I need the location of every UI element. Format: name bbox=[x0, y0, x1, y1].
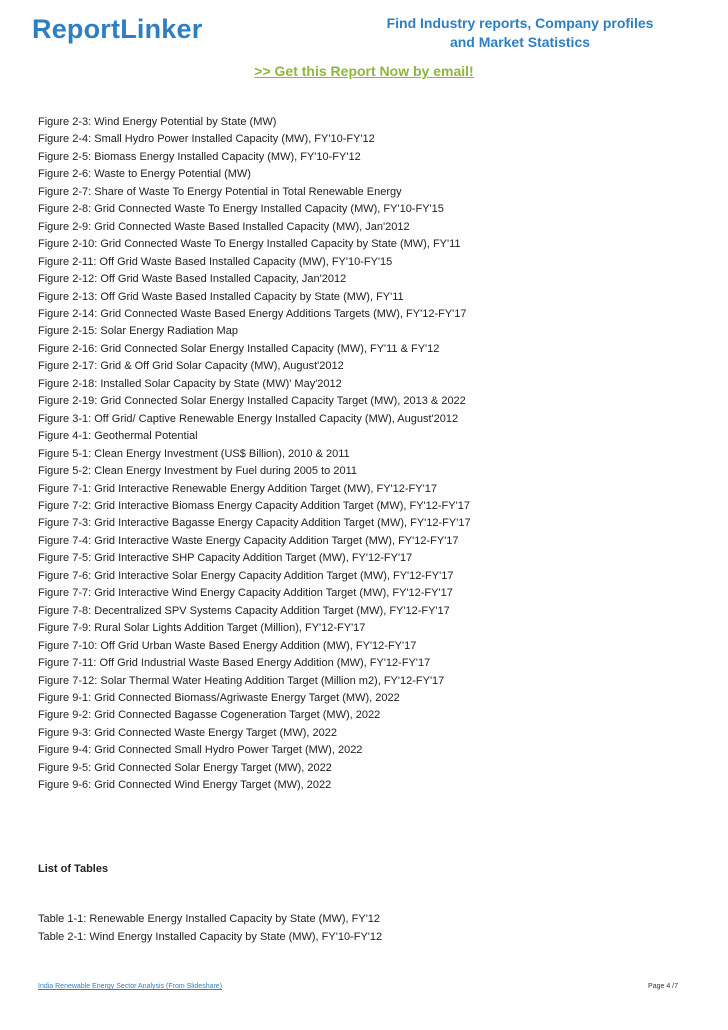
figure-list-item: Figure 2-4: Small Hydro Power Installed Capacity (MW), FY'10-FY'12 bbox=[38, 133, 375, 146]
tagline-line-2: and Market Statistics bbox=[449, 34, 591, 50]
figure-list-item: Figure 7-7: Grid Interactive Wind Energy Capacity Addition Target (MW), FY'12-FY'17 bbox=[38, 587, 453, 600]
figure-list-item: Figure 5-1: Clean Energy Investment (US$ Billion), 2010 & 2011 bbox=[38, 447, 350, 460]
figure-list-item: Figure 7-5: Grid Interactive SHP Capacity Addition Target (MW), FY'12-FY'17 bbox=[38, 552, 413, 565]
figure-list-item: Figure 9-5: Grid Connected Solar Energy Target (MW), 2022 bbox=[38, 761, 332, 774]
figure-list-item: Figure 2-8: Grid Connected Waste To Energy Installed Capacity (MW), FY'10-FY'15 bbox=[38, 203, 444, 216]
figure-list-item: Figure 7-3: Grid Interactive Bagasse Energy Capacity Addition Target (MW), FY'12-FY'17 bbox=[38, 517, 471, 530]
figure-list-item: Figure 2-7: Share of Waste To Energy Potential in Total Renewable Energy bbox=[38, 185, 402, 198]
list-of-tables-heading: List of Tables bbox=[38, 863, 109, 875]
figure-list-item: Figure 9-1: Grid Connected Biomass/Agriwaste Energy Target (MW), 2022 bbox=[38, 691, 400, 704]
figure-list-item: Figure 2-5: Biomass Energy Installed Capacity (MW), FY'10-FY'12 bbox=[38, 150, 361, 163]
figure-list-item: Figure 2-14: Grid Connected Waste Based Energy Additions Targets (MW), FY'12-FY'17 bbox=[38, 307, 467, 320]
figure-list-item: Figure 7-11: Off Grid Industrial Waste Based Energy Addition (MW), FY'12-FY'17 bbox=[38, 657, 431, 670]
figure-list-item: Figure 2-16: Grid Connected Solar Energy Installed Capacity (MW), FY'11 & FY'12 bbox=[38, 342, 440, 355]
figure-list-item: Figure 2-9: Grid Connected Waste Based Installed Capacity (MW), Jan'2012 bbox=[38, 220, 410, 233]
list-of-tables bbox=[38, 911, 382, 946]
figure-list-item: Figure 2-6: Waste to Energy Potential (MW) bbox=[38, 168, 251, 181]
table-list-item: Table 2-1: Wind Energy Installed Capacity by State (MW), FY'10-FY'12 bbox=[38, 930, 383, 943]
header-tagline bbox=[370, 14, 670, 52]
figure-list-item: Figure 4-1: Geothermal Potential bbox=[38, 430, 198, 443]
figure-list-item: Figure 2-15: Solar Energy Radiation Map bbox=[38, 325, 238, 338]
figure-list-item: Figure 7-6: Grid Interactive Solar Energy Capacity Addition Target (MW), FY'12-FY'17 bbox=[38, 569, 454, 582]
figure-list-item: Figure 2-17: Grid & Off Grid Solar Capacity (MW), August'2012 bbox=[38, 360, 344, 373]
figure-list-item: Figure 3-1: Off Grid/ Captive Renewable Energy Installed Capacity (MW), August'2012 bbox=[38, 412, 459, 425]
figure-list-item: Figure 2-18: Installed Solar Capacity by State (MW)' May'2012 bbox=[38, 377, 342, 390]
figure-list-item: Figure 2-3: Wind Energy Potential by State (MW) bbox=[38, 116, 277, 128]
figure-list-item: Figure 2-13: Off Grid Waste Based Installed Capacity by State (MW), FY'11 bbox=[38, 290, 404, 303]
figure-list-item: Figure 2-11: Off Grid Waste Based Installed Capacity (MW), FY'10-FY'15 bbox=[38, 255, 393, 268]
figure-list-item: Figure 7-12: Solar Thermal Water Heating Addition Target (Million m2), FY'12-FY'17 bbox=[38, 674, 445, 687]
figure-list-item: Figure 7-2: Grid Interactive Biomass Energy Capacity Addition Target (MW), FY'12-FY'17 bbox=[38, 499, 470, 512]
figure-list-item: Figure 7-9: Rural Solar Lights Addition Target (Million), FY'12-FY'17 bbox=[38, 622, 366, 635]
figure-list-item: Figure 7-1: Grid Interactive Renewable Energy Addition Target (MW), FY'12-FY'17 bbox=[38, 482, 437, 495]
tagline-line-1: Find Industry reports, Company profiles bbox=[386, 15, 654, 31]
figure-list-item: Figure 9-2: Grid Connected Bagasse Cogeneration Target (MW), 2022 bbox=[38, 709, 381, 722]
get-report-link[interactable]: >> Get this Report Now by email! bbox=[254, 63, 474, 79]
figure-list-item: Figure 2-10: Grid Connected Waste To Energy Installed Capacity by State (MW), FY'11 bbox=[38, 238, 461, 251]
page-number: Page 4 /7 bbox=[648, 983, 678, 990]
figure-list-item: Figure 9-4: Grid Connected Small Hydro Power Target (MW), 2022 bbox=[38, 744, 363, 757]
list-of-figures bbox=[38, 114, 471, 795]
figure-list-item: Figure 9-3: Grid Connected Waste Energy Target (MW), 2022 bbox=[38, 726, 337, 739]
table-list-item: Table 1-1: Renewable Energy Installed Capacity by State (MW), FY'12 bbox=[38, 913, 381, 925]
figure-list-item: Figure 7-4: Grid Interactive Waste Energy Capacity Addition Target (MW), FY'12-FY'17 bbox=[38, 534, 459, 547]
figure-list-item: Figure 5-2: Clean Energy Investment by Fuel during 2005 to 2011 bbox=[38, 465, 357, 478]
figure-list-item: Figure 9-6: Grid Connected Wind Energy Target (MW), 2022 bbox=[38, 779, 332, 792]
figure-list-item: Figure 2-19: Grid Connected Solar Energy Installed Capacity Target (MW), 2013 & 2022 bbox=[38, 395, 466, 408]
footer-source-link[interactable]: India Renewable Energy Sector Analysis (From Slideshare) bbox=[38, 983, 223, 990]
figure-list-item: Figure 2-12: Off Grid Waste Based Installed Capacity, Jan'2012 bbox=[38, 273, 347, 286]
figure-list-item: Figure 7-8: Decentralized SPV Systems Capacity Addition Target (MW), FY'12-FY'17 bbox=[38, 604, 450, 617]
reportlinker-logo[interactable]: ReportLinker bbox=[32, 14, 203, 44]
figure-list-item: Figure 7-10: Off Grid Urban Waste Based Energy Addition (MW), FY'12-FY'17 bbox=[38, 639, 417, 652]
